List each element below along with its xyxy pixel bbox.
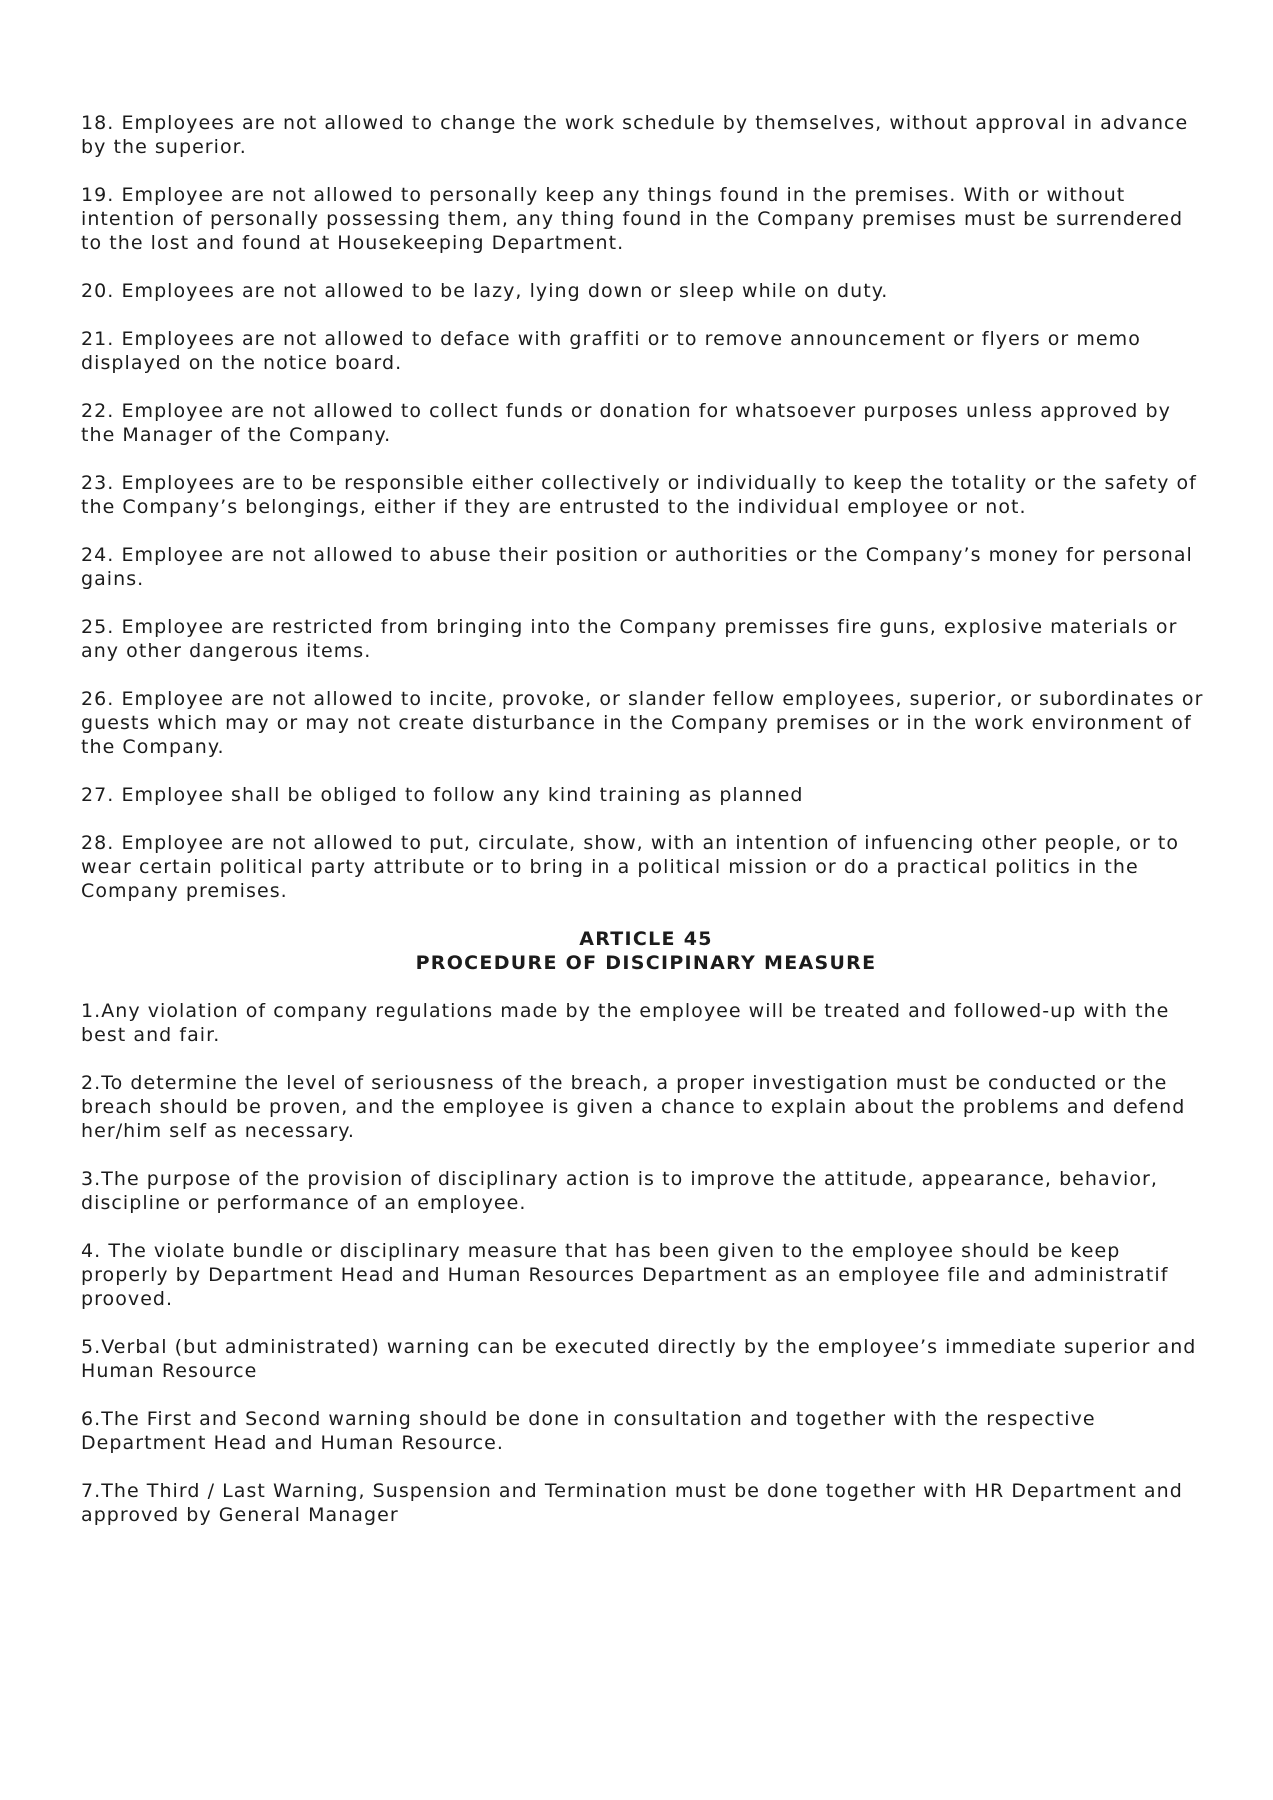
rule-item: 28. Employee are not allowed to put, circulate, show, with an intention of infuencing other people, or to wear certain political party attribute or to bring in a political mission or do a practical politics in the Company premises. (81, 832, 1180, 902)
rule-item: 22. Employee are not allowed to collect funds or donation for whatsoever purposes unless approved by the Manager of the Company. (81, 400, 1171, 446)
procedure-item: 5.Verbal (but administrated) warning can be executed directly by the employee’s immediate superior and Human Resource (81, 1336, 1197, 1382)
procedure-item: 6.The First and Second warning should be done in consultation and together with the respective Department Head and Human Resource. (81, 1408, 1096, 1454)
rule-item: 27. Employee shall be obliged to follow any kind training as planned (81, 784, 804, 806)
rule-item: 21. Employees are not allowed to deface with graffiti or to remove announcement or flyers or memo displayed on the notice board. (81, 328, 1141, 374)
document-page (81, 111, 1211, 1551)
procedure-item: 1.Any violation of company regulations made by the employee will be treated and followed-up with the best and fair. (81, 1000, 1170, 1046)
procedure-list (81, 999, 1211, 1527)
article-heading (81, 927, 1211, 975)
rules-list (81, 111, 1211, 903)
article-number: ARTICLE 45 (579, 928, 713, 950)
procedure-item: 4. The violate bundle or disciplinary measure that has been given to the employee should be keep properly by Department Head and Human Resources Department as an employee file and administratif prooved. (81, 1240, 1169, 1310)
rule-item: 18. Employees are not allowed to change the work schedule by themselves, without approval in advance by the superior. (81, 112, 1189, 158)
procedure-item: 2.To determine the level of seriousness of the breach, a proper investigation must be conducted or the breach should be proven, and the employee is given a chance to explain about the problems and defend her/him self as necessary. (81, 1072, 1186, 1142)
rule-item: 26. Employee are not allowed to incite, provoke, or slander fellow employees, superior, or subordinates or guests which may or may not create disturbance in the Company premises or in the work environment of the Company. (81, 688, 1204, 758)
rule-item: 25. Employee are restricted from bringing into the Company premisses fire guns, explosive materials or any other dangerous items. (81, 616, 1178, 662)
rule-item: 23. Employees are to be responsible either collectively or individually to keep the totality or the safety of the Company’s belongings, either if they are entrusted to the individual employee or not. (81, 472, 1197, 518)
rule-item: 19. Employee are not allowed to personally keep any things found in the premises. With or without intention of personally possessing them, any thing found in the Company premises must be surrendered to the lost and found at Housekeeping Department. (81, 184, 1184, 254)
rule-item: 24. Employee are not allowed to abuse their position or authorities or the Company’s money for personal gains. (81, 544, 1193, 590)
rule-item: 20. Employees are not allowed to be lazy, lying down or sleep while on duty. (81, 280, 889, 302)
article-title: PROCEDURE OF DISCIPINARY MEASURE (415, 952, 877, 974)
procedure-item: 7.The Third / Last Warning, Suspension and Termination must be done together with HR Department and approved by General Manager (81, 1480, 1183, 1526)
procedure-item: 3.The purpose of the provision of disciplinary action is to improve the attitude, appearance, behavior, discipline or performance of an employee. (81, 1168, 1158, 1214)
